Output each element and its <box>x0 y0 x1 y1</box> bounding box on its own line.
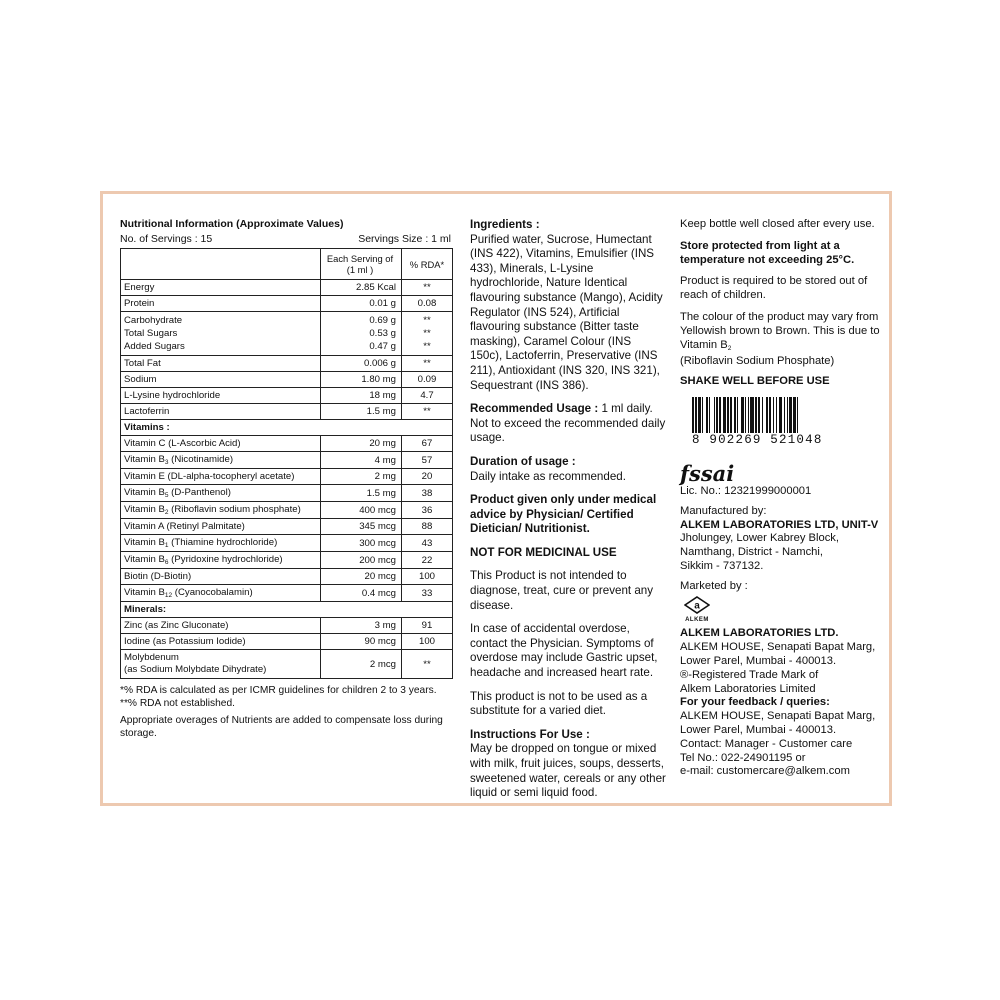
nutrient-value: 2 mcg <box>321 650 402 679</box>
marketed-by-label: Marketed by : <box>680 579 748 592</box>
vitamin-suffix: (Riboflavin sodium phosphate) <box>168 504 301 515</box>
nutrient-name-line: Molybdenum <box>124 652 179 663</box>
nutrient-rda: 91 <box>402 618 453 634</box>
nutrient-value: 0.006 g <box>321 356 402 372</box>
serving-size: Servings Size : 1 ml <box>358 233 451 245</box>
table-header-blank <box>121 249 321 280</box>
nutrient-rda: ** <box>423 328 431 339</box>
table-row <box>121 388 453 404</box>
shake-warning: SHAKE WELL BEFORE USE <box>680 375 830 388</box>
nutrient-value: 300 mcg <box>321 535 402 552</box>
nutrient-value: 0.69 g <box>369 315 396 326</box>
table-row <box>121 436 453 452</box>
nutrient-name: Vitamin A (Retinyl Palmitate) <box>121 519 321 535</box>
nutrient-name: L-Lysine hydrochloride <box>121 388 321 404</box>
alkem-logo-icon <box>684 596 710 614</box>
nutrient-value: 3 mg <box>321 618 402 634</box>
nutrient-name: Total Fat <box>121 356 321 372</box>
manufacturer-address-line: Namthang, District - Namchi, <box>680 546 823 559</box>
ingredients-text: Purified water, Sucrose, Humectant (INS 422), Vitamins, Emulsifier (INS 433), Minerals, L-Lysine hydrochloride, Nature Identical flavouring substance (Mango), Acidity Regulator (INS 524), Artificial flavouring substance (Bitter taste masking), Caramel Colour (INS 150c), Lactoferrin, Preservative (INS 211), Antioxidant (INS 320, INS 321), Sequestrant (INS 386). <box>470 232 663 392</box>
vitamin-subscript: 3 <box>164 459 169 466</box>
ingredients-title: Ingredients : <box>470 218 540 231</box>
fssai-logo: fssai <box>680 460 735 486</box>
manufacturer-address-line: Sikkim - 737132. <box>680 559 764 572</box>
vitamin-prefix: Vitamin B <box>124 487 165 498</box>
nutrient-rda: ** <box>423 315 431 326</box>
footnote <box>120 698 453 711</box>
nutrient-rda: 22 <box>402 552 453 569</box>
nutrient-name: Total Sugars <box>124 328 178 339</box>
nutrient-value: 400 mcg <box>321 502 402 519</box>
footnote-text: *% RDA is calculated as per ICMR guidelines for children 2 to 3 years. <box>120 685 437 696</box>
colour-text: The colour of the product may vary from Yellowish brown to Brown. This is due to Vitamin B <box>680 310 880 351</box>
nutrient-name: Carbohydrate <box>124 315 183 326</box>
instructions-text: May be dropped on tongue or mixed with milk, fruit juices, soups, desserts, sweetened water, cereals or any other liquid or semi liquid food. <box>470 742 666 800</box>
nutrient-name: Protein <box>121 296 321 312</box>
table-row <box>121 372 453 388</box>
nutrient-value: 200 mcg <box>321 552 402 569</box>
vitamins-section-title: Vitamins : <box>121 420 453 436</box>
nutrient-rda: 57 <box>402 452 453 469</box>
nutrient-name <box>121 585 321 602</box>
nutrient-rda: 20 <box>402 469 453 485</box>
alkem-logo <box>680 596 714 628</box>
overdose-text: In case of accidental overdose, contact the Physician. Symptoms of overdose may include Gastric upset, headache and increased heart rate. <box>470 622 658 680</box>
children-text: Product is required to be stored out of reach of children. <box>680 275 868 302</box>
nutrient-rda: ** <box>402 404 453 420</box>
ingredients-block <box>470 218 666 393</box>
ingredients-column <box>470 218 666 810</box>
nutrient-rda: 67 <box>402 436 453 452</box>
table-row <box>121 502 453 519</box>
header-serving: Each Serving of (1 ml ) <box>321 249 402 280</box>
nutrient-value: 2.85 Kcal <box>321 280 402 296</box>
nutrient-name: Biotin (D-Biotin) <box>121 569 321 585</box>
vitamins-section-row <box>121 420 453 436</box>
trademark-line: ®-Registered Trade Mark of <box>680 668 819 681</box>
physician-advice: Product given only under medical advice by Physician/ Certified Dietician/ Nutritionist. <box>470 493 657 536</box>
nutrient-rda: 100 <box>402 634 453 650</box>
minerals-section-row <box>121 602 453 618</box>
nutrient-rda: 0.08 <box>402 296 453 312</box>
nutrient-rda: ** <box>402 356 453 372</box>
nutrient-rda: 33 <box>402 585 453 602</box>
header-rda: % RDA* <box>402 249 453 280</box>
nutrient-rda: 4.7 <box>402 388 453 404</box>
table-header-row <box>121 249 453 280</box>
nutrient-rda: 100 <box>402 569 453 585</box>
table-row <box>121 569 453 585</box>
duration-block <box>470 455 666 484</box>
nutrient-name: Energy <box>121 280 321 296</box>
table-row <box>121 585 453 602</box>
nutrient-name: Iodine (as Potassium Iodide) <box>121 634 321 650</box>
nutrient-value: 90 mcg <box>321 634 402 650</box>
barcode-digits: 8 902269 521048 <box>692 432 823 447</box>
duration-title: Duration of usage : <box>470 454 576 468</box>
nutrient-name <box>121 452 321 469</box>
nutrient-name <box>121 650 321 679</box>
footnote-text: **% RDA not established. <box>120 697 235 709</box>
vitamin-subscript: 12 <box>164 592 173 599</box>
footnote <box>120 715 453 740</box>
nutrient-value-group <box>321 312 402 356</box>
nutrient-value: 18 mg <box>321 388 402 404</box>
nutrient-value: 0.4 mcg <box>321 585 402 602</box>
table-row <box>121 280 453 296</box>
table-row <box>121 452 453 469</box>
marketer-address-line: Lower Parel, Mumbai - 400013. <box>680 654 837 667</box>
usage-text: 1 ml daily. Not to exceed the recommended daily usage. <box>470 402 666 445</box>
nutrient-rda: 36 <box>402 502 453 519</box>
table-row <box>121 469 453 485</box>
vitamin-suffix: (Nicotinamide) <box>168 454 234 465</box>
not-medicinal-warning: NOT FOR MEDICINAL USE <box>470 545 617 559</box>
nutrient-value: 20 mg <box>321 436 402 452</box>
nutrient-value: 4 mg <box>321 452 402 469</box>
vitamin-suffix: (Cyanocobalamin) <box>172 587 253 598</box>
storage-column <box>680 218 880 779</box>
nutrient-value: 2 mg <box>321 469 402 485</box>
nutrient-rda: 43 <box>402 535 453 552</box>
vitamin-subscript: 2 <box>164 509 169 516</box>
nutrition-table <box>120 248 453 679</box>
feedback-address-line: Lower Parel, Mumbai - 400013. <box>680 723 837 736</box>
manufacturer-name: ALKEM LABORATORIES LTD, UNIT-V <box>680 518 879 531</box>
nutrient-name: Added Sugars <box>124 341 185 352</box>
minerals-section-title: Minerals: <box>121 602 453 618</box>
nutrient-rda-group <box>402 312 453 356</box>
barcode-bars <box>692 397 842 433</box>
email-line: e-mail: customercare@alkem.com <box>680 765 850 778</box>
product-label-panel <box>100 191 892 806</box>
feedback-title: For your feedback / queries: <box>680 696 830 709</box>
vitamin-prefix: Vitamin B <box>124 454 165 465</box>
nutrient-rda: 0.09 <box>402 372 453 388</box>
table-row <box>121 535 453 552</box>
nutrient-name <box>121 485 321 502</box>
feedback-address-line: ALKEM HOUSE, Senapati Bapat Marg, <box>680 710 876 723</box>
nutrient-name-line: (as Sodium Molybdate Dihydrate) <box>124 664 267 675</box>
manufacturer-address-line: Jholungey, Lower Kabrey Block, <box>680 532 839 545</box>
vitamin-subscript: 5 <box>164 492 169 499</box>
usage-title: Recommended Usage : <box>470 402 599 416</box>
contact-line: Contact: Manager - Customer care <box>680 737 853 750</box>
nutrient-value: 1.5 mg <box>321 485 402 502</box>
instructions-title: Instructions For Use : <box>470 727 590 741</box>
nutrient-name: Lactoferrin <box>121 404 321 420</box>
nutrient-rda: ** <box>402 280 453 296</box>
table-row <box>121 650 453 679</box>
nutrient-value: 1.5 mg <box>321 404 402 420</box>
vitamin-suffix: (D-Panthenol) <box>168 487 231 498</box>
table-row <box>121 312 453 356</box>
nutrition-column <box>120 218 453 745</box>
servings-row <box>120 233 453 245</box>
servings-count: No. of Servings : 15 <box>120 233 213 245</box>
duration-text: Daily intake as recommended. <box>470 469 626 483</box>
trademark-line: Alkem Laboratories Limited <box>680 682 816 695</box>
nutrient-name <box>121 535 321 552</box>
colour-text-block <box>680 311 880 369</box>
nutrient-value: 345 mcg <box>321 519 402 535</box>
nutrition-footnotes <box>120 685 453 740</box>
usage-block <box>470 402 666 446</box>
nutrient-rda: 88 <box>402 519 453 535</box>
nutrient-value: 0.53 g <box>369 328 396 339</box>
nutrient-rda: ** <box>423 341 431 352</box>
nutrient-name-group <box>121 312 321 356</box>
license-number: Lic. No.: 12321999000001 <box>680 484 812 497</box>
manufactured-by-label: Manufactured by: <box>680 504 767 517</box>
nutrient-name <box>121 502 321 519</box>
table-row <box>121 356 453 372</box>
keep-closed-text: Keep bottle well closed after every use. <box>680 218 875 230</box>
nutrient-name: Vitamin C (L-Ascorbic Acid) <box>121 436 321 452</box>
nutrient-name: Zinc (as Zinc Gluconate) <box>121 618 321 634</box>
nutrient-rda: ** <box>402 650 453 679</box>
vitamin-prefix: Vitamin B <box>124 554 165 565</box>
table-row <box>121 404 453 420</box>
vitamin-prefix: Vitamin B <box>124 504 165 515</box>
table-row <box>121 618 453 634</box>
table-row <box>121 552 453 569</box>
nutrient-rda: 38 <box>402 485 453 502</box>
vitamin-subscript: 1 <box>164 542 169 549</box>
instructions-block <box>470 728 666 801</box>
table-row <box>121 634 453 650</box>
store-text: Store protected from light at a temperature not exceeding 25°C. <box>680 239 855 266</box>
nutrient-value: 1.80 mg <box>321 372 402 388</box>
barcode <box>692 397 842 449</box>
alkem-logo-text: ALKEM <box>685 616 709 623</box>
footnote-text: Appropriate overages of Nutrients are added to compensate loss during storage. <box>120 715 443 739</box>
nutrient-value: 20 mcg <box>321 569 402 585</box>
vitamin-prefix: Vitamin B <box>124 587 165 598</box>
marketer-address-line: ALKEM HOUSE, Senapati Bapat Marg, <box>680 641 876 654</box>
nutrient-name <box>121 552 321 569</box>
colour-post-text: (Riboflavin Sodium Phosphate) <box>680 355 835 368</box>
table-row <box>121 519 453 535</box>
nutrient-name: Sodium <box>121 372 321 388</box>
barcode-bar <box>798 397 800 433</box>
substitute-text: This product is not to be used as a substitute for a varied diet. <box>470 689 648 718</box>
marketer-name: ALKEM LABORATORIES LTD. <box>680 627 839 640</box>
table-row <box>121 485 453 502</box>
table-row <box>121 296 453 312</box>
colour-subscript: 2 <box>727 344 732 352</box>
footnote <box>120 685 453 698</box>
vitamin-suffix: (Thiamine hydrochloride) <box>168 537 278 548</box>
vitamin-subscript: 6 <box>164 559 169 566</box>
nutrition-title: Nutritional Information (Approximate Values) <box>120 218 344 230</box>
nutrient-value: 0.01 g <box>321 296 402 312</box>
vitamin-suffix: (Pyridoxine hydrochloride) <box>168 554 283 565</box>
vitamin-prefix: Vitamin B <box>124 537 165 548</box>
telephone-line: Tel No.: 022-24901195 or <box>680 751 806 764</box>
nutrient-value: 0.47 g <box>369 341 396 352</box>
not-intended-text: This Product is not intended to diagnose, treat, cure or prevent any disease. <box>470 569 654 612</box>
nutrient-name: Vitamin E (DL-alpha-tocopheryl acetate) <box>121 469 321 485</box>
svg-text:a: a <box>694 600 700 612</box>
